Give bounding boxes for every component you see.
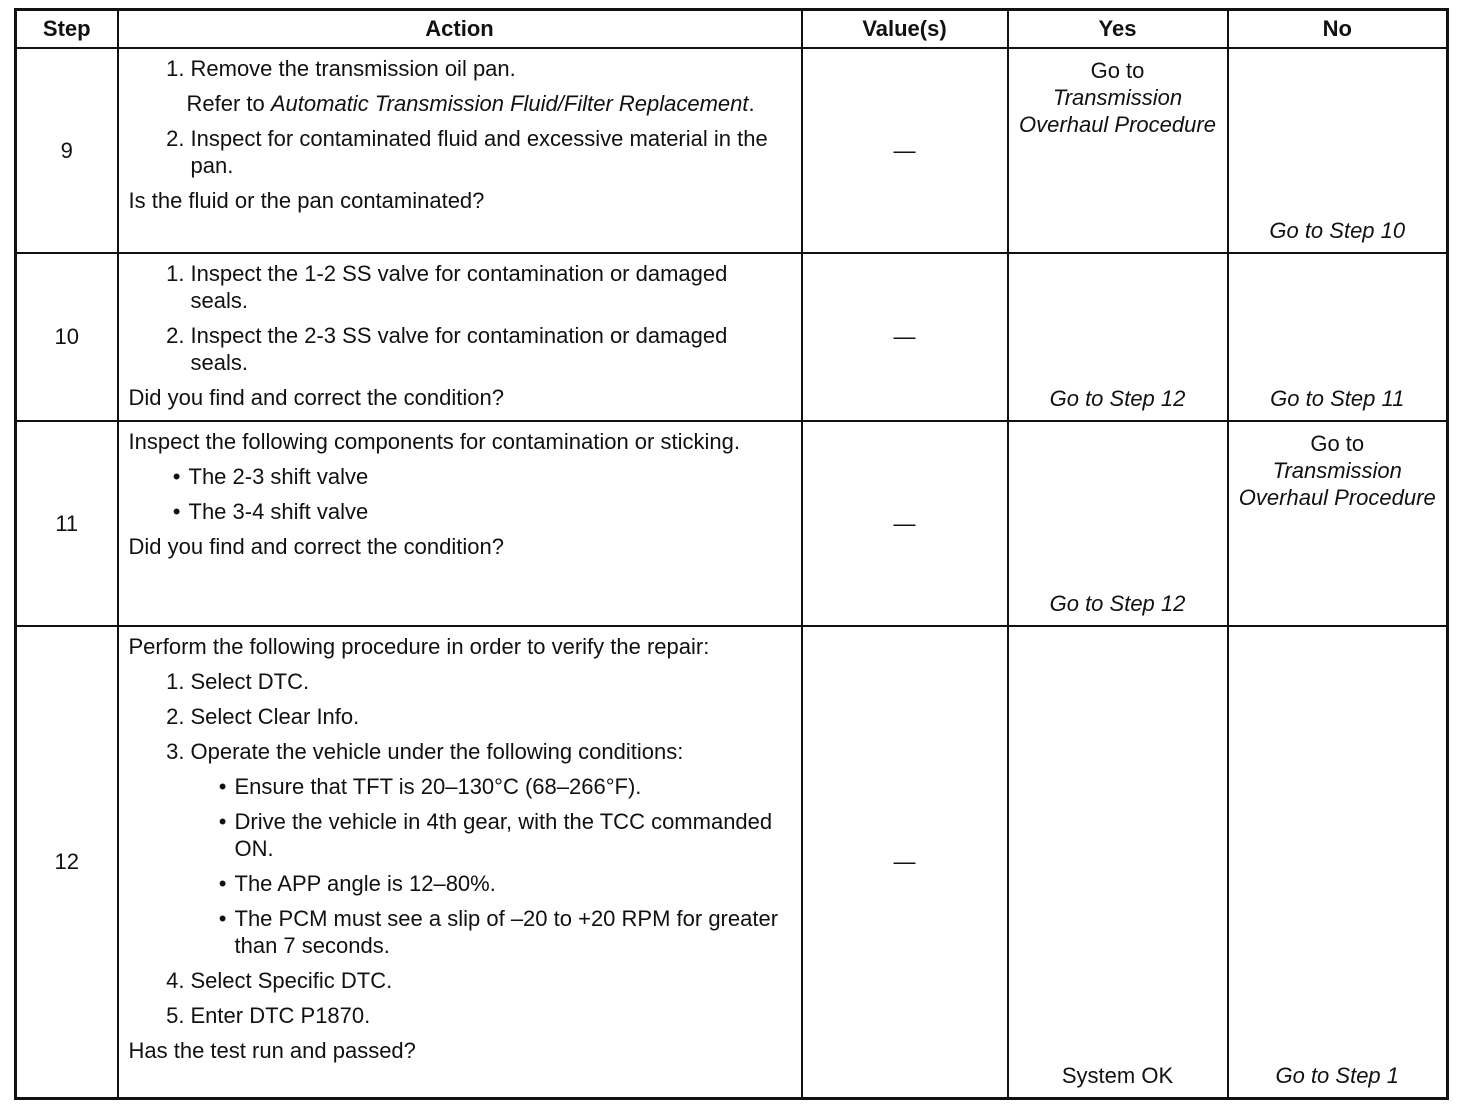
header-no: No <box>1228 10 1448 49</box>
table-row-step-12 <box>16 626 1448 1099</box>
list-item: 1. Remove the transmission oil pan. <box>166 56 516 81</box>
table-row-step-10 <box>16 253 1448 421</box>
table-header-row <box>16 10 1448 49</box>
header-values: Value(s) <box>802 10 1008 49</box>
no-link[interactable]: Transmission Overhaul Procedure <box>1238 458 1436 510</box>
yes-link[interactable]: Go to Step 12 <box>1049 591 1186 616</box>
list-item: 2. Select Clear Info. <box>166 704 360 729</box>
list-item: 2. Inspect for contaminated fluid and excessive material in the pan. <box>166 126 768 178</box>
intro-text: Perform the following procedure in order to verify the repair: <box>128 634 710 659</box>
header-yes: Yes <box>1008 10 1228 49</box>
action-cell <box>118 48 802 253</box>
yes-cell <box>1008 421 1228 626</box>
no-cell <box>1228 626 1448 1099</box>
list-item: • The 2-3 shift valve <box>172 464 369 489</box>
table-row-step-11 <box>16 421 1448 626</box>
yes-cell: Go to Transmission Overhaul Procedure <box>1008 48 1228 253</box>
no-cell <box>1228 48 1448 253</box>
yes-cell <box>1008 253 1228 421</box>
header-step: Step <box>16 10 118 49</box>
value-cell: — <box>802 253 1008 421</box>
question-text: Did you find and correct the condition? <box>128 534 504 559</box>
no-cell <box>1228 253 1448 421</box>
step-number: 12 <box>16 626 118 1099</box>
list-item: • The 3-4 shift valve <box>172 499 369 524</box>
list-item: 1. Inspect the 1-2 SS valve for contamination or damaged seals. <box>166 261 728 313</box>
sub-list-item: • The APP angle is 12–80%. <box>218 871 496 896</box>
step-number: 9 <box>16 48 118 253</box>
diagnostic-table <box>14 8 1449 1100</box>
no-link[interactable]: Go to Step 11 <box>1270 386 1405 411</box>
question-text: Has the test run and passed? <box>128 1038 416 1063</box>
step-number: 10 <box>16 253 118 421</box>
sub-list-item: • The PCM must see a slip of –20 to +20 RPM for greater than 7 seconds. <box>218 906 779 958</box>
table-row-step-9 <box>16 48 1448 253</box>
list-item: 4. Select Specific DTC. <box>166 968 393 993</box>
sub-list-item: • Drive the vehicle in 4th gear, with the TCC commanded ON. <box>218 809 773 861</box>
intro-text: Inspect the following components for contamination or sticking. <box>128 429 740 454</box>
question-text: Did you find and correct the condition? <box>128 385 504 410</box>
list-item: 5. Enter DTC P1870. <box>166 1003 371 1028</box>
header-action: Action <box>118 10 802 49</box>
no-cell: Go to Transmission Overhaul Procedure <box>1228 421 1448 626</box>
value-cell: — <box>802 48 1008 253</box>
question-text: Is the fluid or the pan contaminated? <box>128 188 485 213</box>
value-cell: — <box>802 626 1008 1099</box>
list-item: 3. Operate the vehicle under the following conditions: <box>166 739 684 764</box>
yes-link[interactable]: Go to Step 12 <box>1049 386 1186 411</box>
no-link[interactable]: Go to Step 1 <box>1275 1063 1400 1088</box>
reference-note: Refer to Automatic Transmission Fluid/Filter Replacement. <box>186 91 755 116</box>
reference-link[interactable]: Automatic Transmission Fluid/Filter Replacement <box>270 91 749 116</box>
step-number: 11 <box>16 421 118 626</box>
list-item: 1. Select DTC. <box>166 669 310 694</box>
list-item: 2. Inspect the 2-3 SS valve for contamination or damaged seals. <box>166 323 728 375</box>
action-cell <box>118 253 802 421</box>
action-cell <box>118 421 802 626</box>
yes-link[interactable]: Transmission Overhaul Procedure <box>1019 85 1216 137</box>
yes-cell: System OK <box>1008 626 1228 1099</box>
no-link[interactable]: Go to Step 10 <box>1269 218 1406 243</box>
action-cell <box>118 626 802 1099</box>
sub-list-item: • Ensure that TFT is 20–130°C (68–266°F). <box>218 774 642 799</box>
value-cell: — <box>802 421 1008 626</box>
